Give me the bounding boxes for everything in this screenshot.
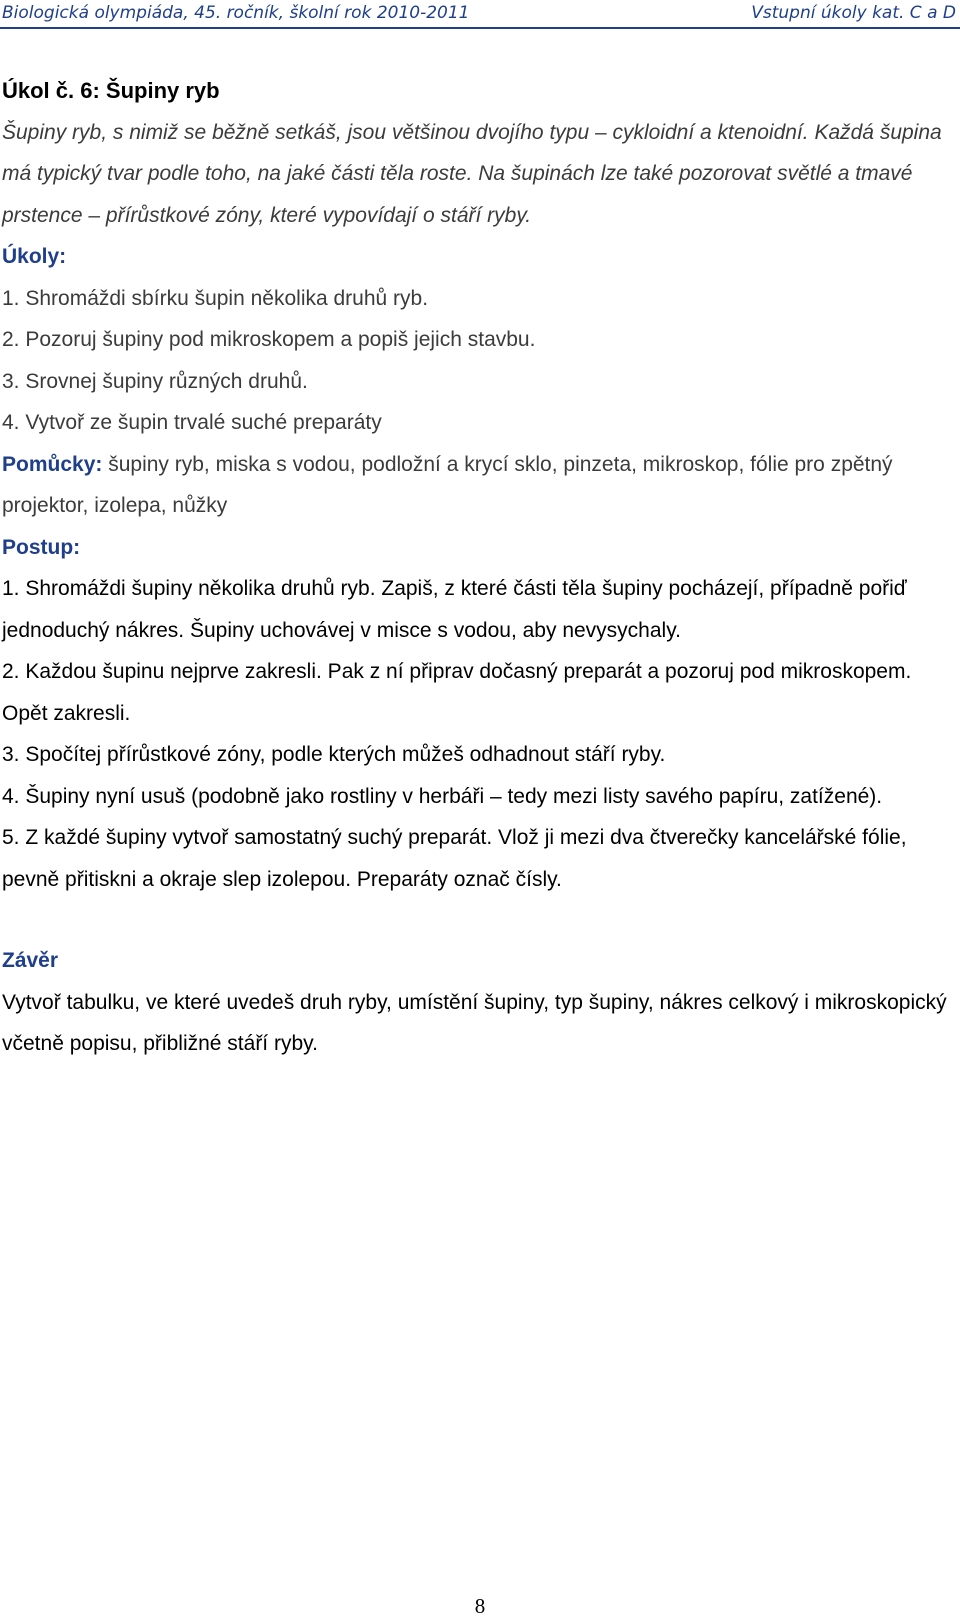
postup-step: 1. Shromáždi šupiny několika druhů ryb. Zapiš, z které části těla šupiny pocházejí, případně pořiď jednoduchý nákres. Šupiny uchovávej v misce s vodou, aby nevysychaly. [2, 577, 907, 642]
postup-step: 2. Každou šupinu nejprve zakresli. Pak z ní připrav dočasný preparát a pozoruj pod mikroskopem. Opět zakresli. [2, 660, 912, 725]
postup-step: 3. Spočítej přírůstkové zóny, podle kterých můžeš odhadnout stáří ryby. [2, 743, 666, 766]
task-intro: Šupiny ryb, s nimiž se běžně setkáš, jsou většinou dvojího typu – cykloidní a ktenoidní. Každá šupina má typický tvar podle toho, na jaké části těla roste. Na šupinách lze také pozorovat světlé a tmavé prstence – přírůstkové zóny, které vypovídají o stáří ryby. [2, 120, 942, 227]
pomucky-paragraph [2, 444, 952, 527]
postup-step: 4. Šupiny nyní usuš (podobně jako rostliny v herbáři – tedy mezi listy savého papíru, zatížené). [2, 784, 883, 808]
page-number: 8 [474, 1594, 486, 1618]
header-left-text: Biologická olympiáda, 45. ročník, školní rok 2010-2011 [2, 3, 470, 23]
zaver-text: Vytvoř tabulku, ve které uvedeš druh ryby, umístění šupiny, typ šupiny, nákres celkový i mikroskopický včetně popisu, přibližné stáří ryby. [2, 990, 947, 1055]
ukoly-item: 3. Srovnej šupiny různých druhů. [2, 369, 308, 393]
header-right-text: Vstupní úkoly kat. C a D [751, 3, 956, 23]
page-header [0, 0, 960, 28]
pomucky-text: šupiny ryb, miska s vodou, podložní a krycí sklo, pinzeta, mikroskop, fólie pro zpětný projektor, izolepa, nůžky [2, 452, 893, 517]
ukoly-heading: Úkoly: [2, 245, 67, 268]
ukoly-item: 4. Vytvoř ze šupin trvalé suché preparáty [2, 411, 382, 434]
task-title: Úkol č. 6: Šupiny ryb [2, 78, 220, 103]
section-gap [2, 900, 952, 940]
ukoly-item: 2. Pozoruj šupiny pod mikroskopem a popiš jejich stavbu. [2, 328, 536, 351]
postup-step: 5. Z každé šupiny vytvoř samostatný suchý preparát. Vlož ji mezi dva čtverečky kancelářské fólie, pevně přitiskni a okraje slep izolepou. Preparáty označ čísly. [2, 826, 907, 891]
zaver-heading: Závěr [2, 949, 59, 972]
pomucky-heading: Pomůcky: [2, 452, 103, 476]
postup-heading: Postup: [2, 535, 81, 559]
header-rule [0, 27, 960, 29]
ukoly-item: 1. Shromáždi sbírku šupin několika druhů ryb. [2, 286, 429, 310]
document-body [2, 70, 952, 1065]
